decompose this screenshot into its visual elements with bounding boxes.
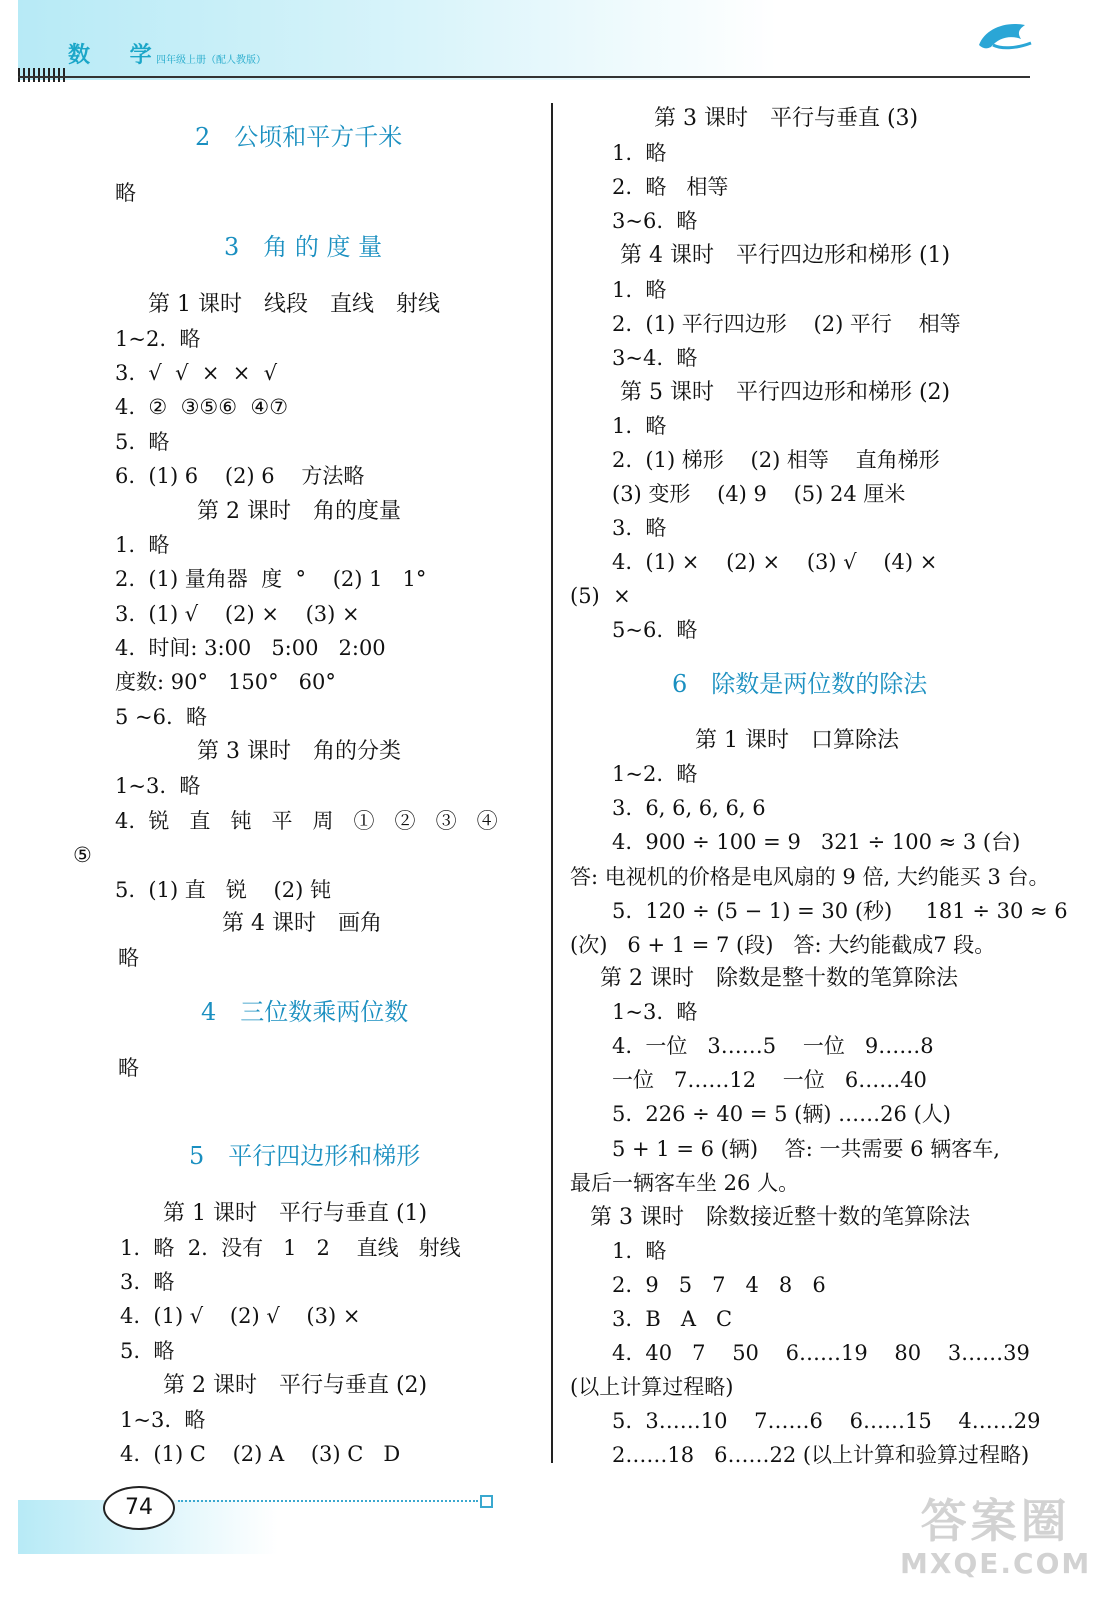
footer-square-icon	[480, 1495, 493, 1508]
answer-line: 1~2. 略	[115, 327, 201, 351]
lesson-heading: 第 3 课时 角的分类	[197, 739, 401, 764]
watermark-url: MXQE.COM	[900, 1547, 1092, 1580]
answer-line: (以上计算过程略)	[570, 1375, 734, 1399]
lesson-heading: 第 2 课时 角的度量	[197, 499, 401, 524]
answer-line: 5. (1) 直 锐 (2) 钝	[115, 878, 331, 902]
answer-line: 1~3. 略	[612, 1000, 698, 1024]
answer-line: 5. 3……10 7……6 6……15 4……29	[612, 1409, 1041, 1433]
answer-line: 3. 略	[612, 516, 667, 540]
answer-line: 略	[118, 946, 139, 970]
answer-line: 1. 略	[612, 278, 667, 302]
answer-line: 2. 9 5 7 4 8 6	[612, 1273, 826, 1297]
answer-line: 1~3. 略	[115, 774, 201, 798]
answer-line: 5 ~6. 略	[115, 705, 208, 729]
answer-line: (3) 变形 (4) 9 (5) 24 厘米	[612, 482, 906, 506]
footer-dotted-rule	[178, 1500, 478, 1502]
answer-line: 3. (1) √ (2) × (3) ×	[115, 602, 360, 626]
answer-line: 4. 40 7 50 6……19 80 3……39	[612, 1341, 1030, 1365]
lesson-heading: 第 2 课时 除数是整十数的笔算除法	[600, 966, 958, 991]
header-barcode-decoration	[18, 68, 66, 82]
answer-line: 一位 7……12 一位 6……40	[612, 1068, 927, 1092]
lesson-heading: 第 2 课时 平行与垂直 (2)	[163, 1373, 428, 1398]
answer-line: 2. (1) 梯形 (2) 相等 直角梯形	[612, 448, 940, 472]
answer-line: 答: 电视机的价格是电风扇的 9 倍, 大约能买 3 台。	[570, 865, 1050, 889]
answer-line: 2. 略 相等	[612, 175, 729, 199]
section-heading: 3 角 的 度 量	[224, 233, 383, 261]
answer-line: 5 + 1 = 6 (辆) 答: 一共需要 6 辆客车,	[612, 1137, 1000, 1161]
answer-line: 5. 略	[115, 430, 170, 454]
answer-line: 最后一辆客车坐 26 人。	[570, 1171, 800, 1195]
watermark-text: 答案圈	[920, 1494, 1071, 1548]
lesson-heading: 第 1 课时 平行与垂直 (1)	[163, 1201, 428, 1226]
page-number: 74	[103, 1486, 175, 1530]
section-heading: 5 平行四边形和梯形	[189, 1142, 421, 1170]
answer-line: 5. 226 ÷ 40 = 5 (辆) ……26 (人)	[612, 1102, 951, 1126]
answer-line: 6. (1) 6 (2) 6 方法略	[115, 464, 365, 488]
answer-line: 1. 略	[612, 414, 667, 438]
answer-line: 3. 略	[120, 1270, 175, 1294]
lesson-heading: 第 5 课时 平行四边形和梯形 (2)	[620, 380, 951, 405]
answer-line: 3. √ √ × × √	[115, 361, 278, 385]
dolphin-logo-icon	[975, 15, 1033, 57]
answer-line: 1. 略	[115, 533, 170, 557]
lesson-heading: 第 1 课时 口算除法	[695, 728, 899, 753]
answer-line: 3. 6, 6, 6, 6, 6	[612, 796, 766, 820]
answer-line: 3. B A C	[612, 1307, 733, 1331]
answer-line: ⑤	[73, 843, 92, 867]
header-band	[18, 0, 1030, 80]
answer-line: 2……18 6……22 (以上计算和验算过程略)	[612, 1443, 1030, 1467]
lesson-heading: 第 3 课时 除数接近整十数的笔算除法	[590, 1205, 970, 1230]
answer-line: 4. (1) × (2) × (3) √ (4) ×	[612, 550, 938, 574]
answer-line: 1~2. 略	[612, 762, 698, 786]
answer-line: 4. (1) √ (2) √ (3) ×	[120, 1304, 361, 1328]
answer-line: (次) 6 + 1 = 7 (段) 答: 大约能截成7 段。	[570, 933, 996, 957]
section-heading: 4 三位数乘两位数	[201, 998, 409, 1026]
header-rule	[18, 76, 1030, 78]
answer-line: 3~4. 略	[612, 346, 698, 370]
answer-line: 5~6. 略	[612, 618, 698, 642]
lesson-heading: 第 4 课时 画角	[222, 911, 382, 936]
answer-line: 1. 略	[612, 141, 667, 165]
answer-line: (5) ×	[570, 584, 631, 608]
column-divider	[551, 103, 553, 1463]
header-subtitle: 四年级上册（配人教版）	[156, 55, 266, 66]
answer-line: 1. 略 2. 没有 1 2 直线 射线	[120, 1236, 461, 1260]
answer-line: 1~3. 略	[120, 1408, 206, 1432]
answer-line: 4. (1) C (2) A (3) C D	[120, 1442, 401, 1466]
lesson-heading: 第 1 课时 线段 直线 射线	[148, 292, 440, 317]
answer-line: 2. (1) 平行四边形 (2) 平行 相等	[612, 312, 961, 336]
answer-line: 4. 锐 直 钝 平 周 ① ② ③ ④	[115, 809, 498, 833]
lesson-heading: 第 3 课时 平行与垂直 (3)	[654, 106, 919, 131]
answer-line: 3~6. 略	[612, 209, 698, 233]
answer-line: 5. 略	[120, 1339, 175, 1363]
answer-line: 1. 略	[612, 1239, 667, 1263]
section-heading: 2 公顷和平方千米	[195, 123, 403, 151]
answer-line: 略	[118, 1056, 139, 1080]
answer-line: 2. (1) 量角器 度 ° (2) 1 1°	[115, 567, 427, 591]
answer-line: 略	[115, 181, 136, 205]
header-title: 数 学	[68, 42, 168, 68]
answer-line: 4. 时间: 3:00 5:00 2:00	[115, 636, 386, 660]
watermark-logo	[900, 1485, 1091, 1580]
lesson-heading: 第 4 课时 平行四边形和梯形 (1)	[620, 243, 951, 268]
answer-line: 4. 900 ÷ 100 = 9 321 ÷ 100 ≈ 3 (台)	[612, 830, 1021, 854]
answer-line: 5. 120 ÷ (5 − 1) = 30 (秒) 181 ÷ 30 ≈ 6	[612, 899, 1068, 923]
answer-line: 4. 一位 3……5 一位 9……8	[612, 1034, 934, 1058]
answer-line: 4. ② ③⑤⑥ ④⑦	[115, 395, 289, 419]
section-heading: 6 除数是两位数的除法	[672, 670, 928, 698]
answer-line: 度数: 90° 150° 60°	[115, 670, 336, 694]
